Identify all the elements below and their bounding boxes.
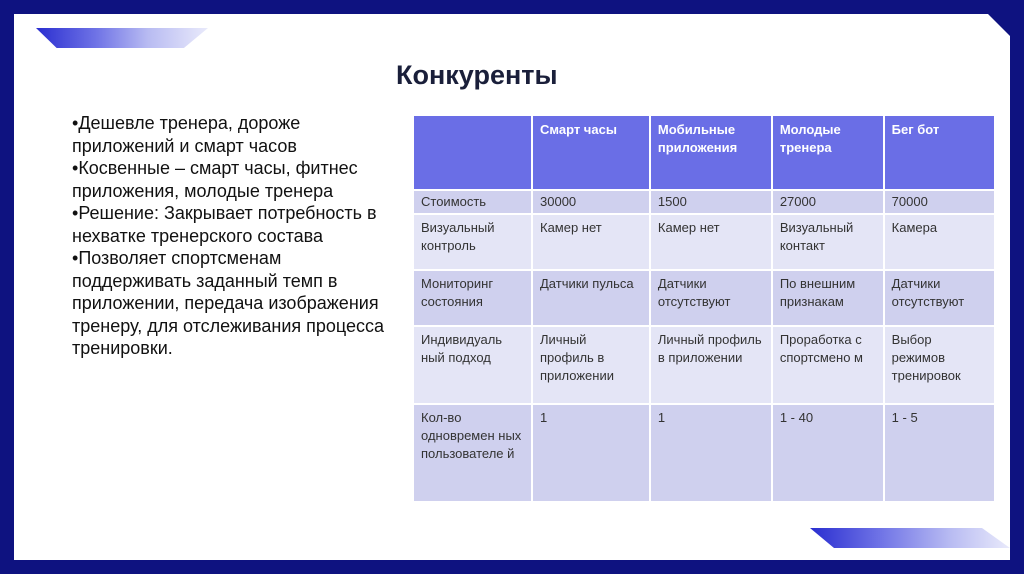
- table-cell: 1 - 40: [772, 404, 884, 502]
- bullet-item: • Позволяет спортсменам поддерживать заданный темп в приложении, передача изображения тренеру, для отслеживания процесса тренировки.: [72, 247, 392, 360]
- table-row: [413, 270, 995, 326]
- table-row: [413, 190, 995, 214]
- table-cell: 1: [650, 404, 772, 502]
- table-cell: Визуальный контакт: [772, 214, 884, 270]
- bullet-list: [72, 112, 392, 360]
- table-cell: 1 - 5: [884, 404, 995, 502]
- table-cell: Датчики пульса: [532, 270, 650, 326]
- row-label-cell: Стоимость: [413, 190, 532, 214]
- header-cell: Бег бот: [884, 115, 995, 190]
- bullet-item: • Решение: Закрывает потребность в нехватке тренерского состава: [72, 202, 392, 247]
- row-label-cell: Индивидуаль ный подход: [413, 326, 532, 404]
- table-row: [413, 404, 995, 502]
- table-cell: 30000: [532, 190, 650, 214]
- row-label-cell: Мониторинг состояния: [413, 270, 532, 326]
- top-accent-bar: [36, 28, 208, 48]
- table-row: [413, 214, 995, 270]
- table-cell: Камер нет: [532, 214, 650, 270]
- table-cell: Датчики отсутствуют: [650, 270, 772, 326]
- table-header-row: [413, 115, 995, 190]
- corner-accent: [984, 14, 1010, 40]
- table-cell: Проработка с спортсмено м: [772, 326, 884, 404]
- row-label-cell: Кол-во одновремен ных пользователе й: [413, 404, 532, 502]
- header-cell: Смарт часы: [532, 115, 650, 190]
- bullet-item: • Косвенные – смарт часы, фитнес приложения, молодые тренера: [72, 157, 392, 202]
- table-row: [413, 326, 995, 404]
- table-cell: Датчики отсутствуют: [884, 270, 995, 326]
- bullet-item: • Дешевле тренера, дороже приложений и смарт часов: [72, 112, 392, 157]
- table-cell: По внешним признакам: [772, 270, 884, 326]
- table-cell: 1500: [650, 190, 772, 214]
- table-cell: Камера: [884, 214, 995, 270]
- header-cell-empty: [413, 115, 532, 190]
- bottom-accent-bar: [810, 528, 1010, 548]
- table-cell: 70000: [884, 190, 995, 214]
- row-label-cell: Визуальный контроль: [413, 214, 532, 270]
- table-cell: Личный профиль в приложении: [650, 326, 772, 404]
- table-cell: 27000: [772, 190, 884, 214]
- table-cell: Выбор режимов тренировок: [884, 326, 995, 404]
- table-cell: Камер нет: [650, 214, 772, 270]
- slide-title: Конкуренты: [396, 60, 558, 90]
- competitors-table: [412, 114, 996, 503]
- table-cell: 1: [532, 404, 650, 502]
- header-cell: Молодые тренера: [772, 115, 884, 190]
- header-cell: Мобильные приложения: [650, 115, 772, 190]
- table-cell: Личный профиль в приложении: [532, 326, 650, 404]
